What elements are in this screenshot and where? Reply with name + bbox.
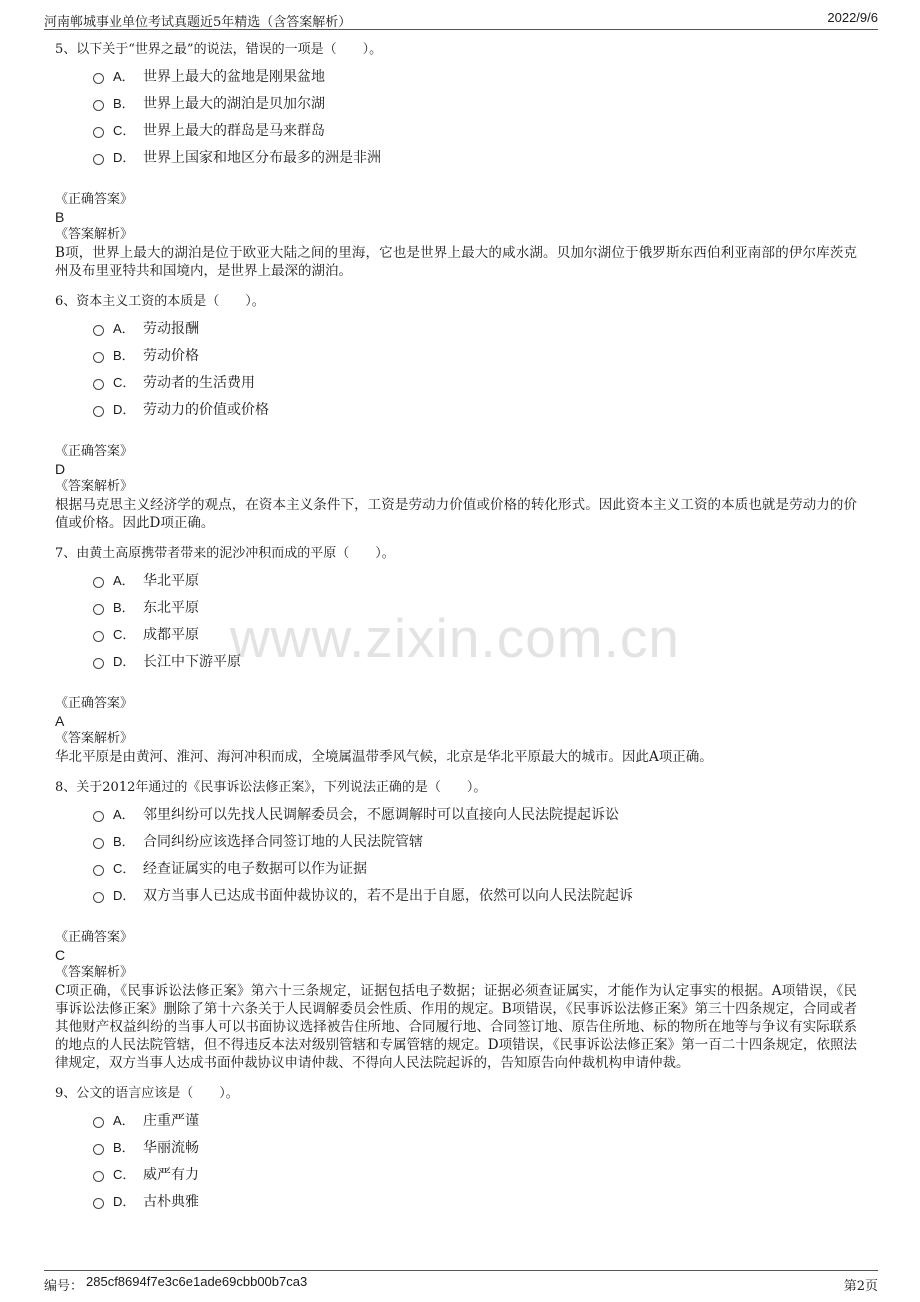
option-item[interactable] — [93, 314, 870, 341]
option-letter: B． — [113, 96, 135, 111]
page-header — [44, 8, 878, 30]
option-text: 经查证属实的电子数据可以作为证据 — [143, 860, 367, 877]
option-letter: B． — [113, 1140, 135, 1155]
option-letter: A． — [113, 1113, 135, 1128]
answer-section — [55, 929, 870, 1072]
option-item[interactable] — [93, 620, 870, 647]
correct-answer-label: 《正确答案》 — [55, 192, 134, 207]
radio-button-icon[interactable] — [93, 658, 104, 669]
option-item[interactable] — [93, 800, 870, 827]
analysis-label: 《答案解析》 — [55, 479, 134, 494]
analysis-text: C项正确，《民事诉讼法修正案》第六十三条规定，证据包括电子数据；证据必须查证属实，才能作为认定事实的根据。A项错误，《民事诉讼法修正案》删除了第十六条关于人民调解委员会性质、作用的规定。B项错误，《民事诉讼法修正案》第三十四条规定，合同或者其他财产权益纠纷的当事人可以书面协议选择被告住所地、合同履行地、合同签订地、原告住所地、标的物所在地等与争议有实际联系的地点的人民法院管辖，但不得违反本法对级别管辖和专属管辖的规定。D项错误，《民事诉讼法修正案》第一百二十四条规定，依照法律规定，双方当事人达成书面仲裁协议申请仲裁、不得向人民法院起诉的，告知原告向仲裁机构申请仲裁。 — [55, 983, 857, 1071]
radio-button-icon[interactable] — [93, 1117, 104, 1128]
option-item[interactable] — [93, 593, 870, 620]
option-item[interactable] — [93, 566, 870, 593]
option-letter: C． — [113, 861, 136, 876]
radio-button-icon[interactable] — [93, 838, 104, 849]
option-text: 合同纠纷应该选择合同签订地的人民法院管辖 — [143, 833, 423, 850]
radio-button-icon[interactable] — [93, 604, 104, 615]
option-letter: B． — [113, 348, 135, 363]
answer-section — [55, 443, 870, 532]
option-letter: D． — [113, 888, 136, 903]
question-stem: 9、公文的语言应该是（ ）。 — [55, 1086, 239, 1101]
analysis-label: 《答案解析》 — [55, 731, 134, 746]
option-letter: D． — [113, 150, 136, 165]
radio-button-icon[interactable] — [93, 154, 104, 165]
option-item[interactable] — [93, 854, 870, 881]
correct-answer-label: 《正确答案》 — [55, 930, 134, 945]
analysis-label: 《答案解析》 — [55, 965, 134, 980]
question-item — [55, 778, 870, 1072]
answer-section — [55, 695, 870, 766]
option-letter: C． — [113, 627, 136, 642]
correct-answer-label: 《正确答案》 — [55, 444, 134, 459]
radio-button-icon[interactable] — [93, 811, 104, 822]
question-stem: 5、以下关于“世界之最”的说法，错误的一项是（ ）。 — [55, 42, 383, 57]
option-list — [93, 566, 870, 674]
option-text: 庄重严谨 — [143, 1112, 199, 1129]
document-date: 2022/9/6 — [827, 10, 878, 25]
option-text: 东北平原 — [143, 599, 199, 616]
radio-button-icon[interactable] — [93, 73, 104, 84]
option-item[interactable] — [93, 89, 870, 116]
answer-section — [55, 191, 870, 280]
radio-button-icon[interactable] — [93, 1171, 104, 1182]
option-item[interactable] — [93, 881, 870, 908]
option-letter: A． — [113, 573, 135, 588]
question-item — [55, 40, 870, 280]
option-list — [93, 800, 870, 908]
option-letter: C． — [113, 375, 136, 390]
option-text: 邻里纠纷可以先找人民调解委员会，不愿调解时可以直接向人民法院提起诉讼 — [143, 806, 619, 823]
option-letter: A． — [113, 321, 135, 336]
page-footer — [44, 1270, 878, 1292]
option-text: 劳动报酬 — [143, 320, 199, 337]
radio-button-icon[interactable] — [93, 100, 104, 111]
option-list — [93, 314, 870, 422]
option-text: 华丽流畅 — [143, 1139, 199, 1156]
radio-button-icon[interactable] — [93, 865, 104, 876]
option-text: 成都平原 — [143, 626, 199, 643]
option-letter: B． — [113, 834, 135, 849]
option-text: 双方当事人已达成书面仲裁协议的，若不是出于自愿，依然可以向人民法院起诉 — [143, 887, 633, 904]
radio-button-icon[interactable] — [93, 325, 104, 336]
question-item — [55, 1084, 870, 1214]
option-text: 世界上最大的群岛是马来群岛 — [143, 122, 325, 139]
radio-button-icon[interactable] — [93, 406, 104, 417]
option-item[interactable] — [93, 1160, 870, 1187]
correct-answer-value: C — [55, 947, 66, 963]
option-letter: A． — [113, 807, 135, 822]
radio-button-icon[interactable] — [93, 1198, 104, 1209]
option-letter: C． — [113, 123, 136, 138]
analysis-text: 华北平原是由黄河、淮河、海河冲积而成，全境属温带季风气候，北京是华北平原最大的城市。因此A项正确。 — [55, 749, 713, 765]
option-item[interactable] — [93, 1187, 870, 1214]
option-list — [93, 1106, 870, 1214]
option-letter: A． — [113, 69, 135, 84]
option-item[interactable] — [93, 341, 870, 368]
option-letter: D． — [113, 1194, 136, 1209]
question-stem: 7、由黄土高原携带者带来的泥沙冲积而成的平原（ ）。 — [55, 546, 395, 561]
document-code-label: 编号： — [44, 1279, 84, 1294]
option-list — [93, 62, 870, 170]
analysis-text: 根据马克思主义经济学的观点，在资本主义条件下，工资是劳动力价值或价格的转化形式。因此资本主义工资的本质也就是劳动力的价值或价格。因此D项正确。 — [55, 497, 857, 531]
radio-button-icon[interactable] — [93, 352, 104, 363]
option-text: 长江中下游平原 — [143, 653, 241, 670]
question-item — [55, 292, 870, 532]
question-list — [55, 40, 870, 1214]
correct-answer-value: D — [55, 461, 66, 477]
correct-answer-value: B — [55, 209, 65, 225]
correct-answer-label: 《正确答案》 — [55, 696, 134, 711]
question-stem: 8、关于2012年通过的《民事诉讼法修正案》，下列说法正确的是（ ）。 — [55, 780, 487, 795]
option-letter: B． — [113, 600, 135, 615]
option-text: 劳动力的价值或价格 — [143, 401, 269, 418]
option-text: 世界上最大的湖泊是贝加尔湖 — [143, 95, 325, 112]
option-text: 威严有力 — [143, 1166, 199, 1183]
option-item[interactable] — [93, 647, 870, 674]
option-item[interactable] — [93, 827, 870, 854]
option-text: 世界上最大的盆地是刚果盆地 — [143, 68, 325, 85]
radio-button-icon[interactable] — [93, 892, 104, 903]
option-letter: D． — [113, 654, 136, 669]
analysis-text: B项，世界上最大的湖泊是位于欧亚大陆之间的里海，它也是世界上最大的咸水湖。贝加尔湖位于俄罗斯东西伯利亚南部的伊尔库茨克州及布里亚特共和国境内，是世界上最深的湖泊。 — [55, 245, 857, 279]
radio-button-icon[interactable] — [93, 1144, 104, 1155]
option-item[interactable] — [93, 143, 870, 170]
watermark: www.zixin.com.cn — [230, 607, 680, 669]
option-letter: C． — [113, 1167, 136, 1182]
option-text: 劳动价格 — [143, 347, 199, 364]
radio-button-icon[interactable] — [93, 127, 104, 138]
option-text: 世界上国家和地区分布最多的洲是非洲 — [143, 149, 381, 166]
question-stem: 6、资本主义工资的本质是（ ）。 — [55, 294, 265, 309]
option-item[interactable] — [93, 395, 870, 422]
radio-button-icon[interactable] — [93, 577, 104, 588]
option-item[interactable] — [93, 368, 870, 395]
option-letter: D． — [113, 402, 136, 417]
option-text: 古朴典雅 — [143, 1193, 199, 1210]
page-number: 第2页 — [843, 1279, 878, 1294]
radio-button-icon[interactable] — [93, 379, 104, 390]
document-title: 河南郸城事业单位考试真题近5年精选（含答案解析） — [44, 15, 352, 30]
question-item — [55, 544, 870, 766]
option-item[interactable] — [93, 116, 870, 143]
option-text: 劳动者的生活费用 — [143, 374, 255, 391]
radio-button-icon[interactable] — [93, 631, 104, 642]
option-item[interactable] — [93, 62, 870, 89]
option-item[interactable] — [93, 1133, 870, 1160]
option-text: 华北平原 — [143, 572, 199, 589]
analysis-label: 《答案解析》 — [55, 227, 134, 242]
document-code: 285cf8694f7e3c6e1ade69cbb00b7ca3 — [86, 1274, 308, 1289]
option-item[interactable] — [93, 1106, 870, 1133]
correct-answer-value: A — [55, 713, 65, 729]
